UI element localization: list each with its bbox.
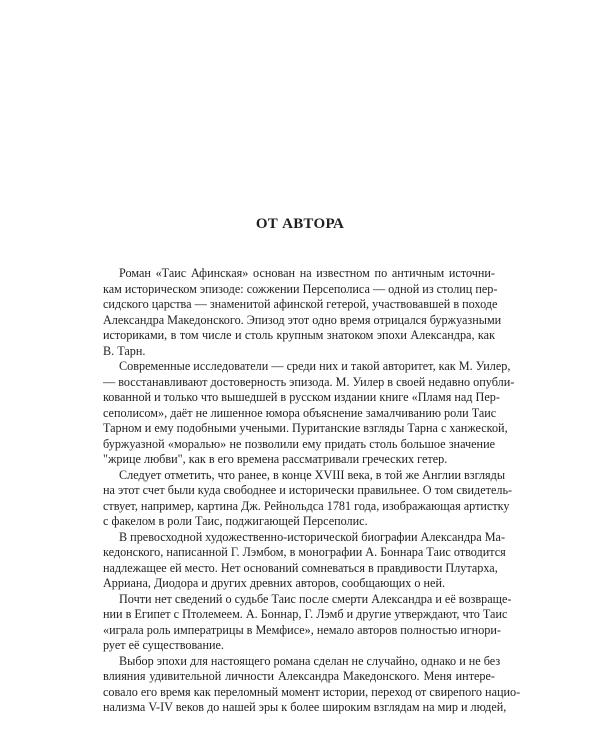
chapter-heading: ОТ АВТОРА	[255, 216, 345, 232]
text-line: сеполисом», даёт не лишенное юмора объяснение замалчиванию роли Таис	[103, 405, 497, 420]
text-line: Арриана, Диодора и других древних авторов, сообщающих о ней.	[103, 576, 446, 590]
text-line: Современные исследователи — среди них и такой авторитет, как М. Уилер,	[119, 359, 511, 373]
text-line: — восстанавливают достоверность эпизода. М. Уилер в своей недавно опубли-	[103, 374, 515, 389]
text-line: Роман «Таис Афинская» основан на известном по античным источни-	[119, 266, 495, 280]
text-line: нализма V-IV веков до нашей эры к более широким взглядам на мир и людей,	[103, 700, 507, 714]
text-line: с факелом в роли Таис, поджигающей Персеполис.	[103, 514, 368, 528]
text-line: Следует отметить, что ранее, в конце XVIII века, в той же Англии взгляды	[119, 467, 506, 482]
paragraph-1	[103, 266, 502, 359]
paragraph-3	[103, 467, 513, 530]
text-line: Тарном и ему подобными учеными. Пуританские взгляды Тарна с ханжеской,	[103, 421, 508, 435]
text-line: ствует, например, картина Дж. Рейнольдса 1781 года, изображающая артистку	[103, 498, 510, 513]
text-line: «играла роль императрицы в Мемфисе», немало авторов полностью игнори-	[103, 622, 501, 637]
text-line: нии в Египет с Птолемеем. А. Боннар, Г. Лэмб и другие утверждают, что Таис	[103, 607, 508, 621]
paragraph-2	[103, 359, 515, 468]
paragraph-5	[103, 591, 512, 654]
text-line: В. Тарн.	[103, 343, 146, 358]
paragraph-4	[103, 529, 506, 592]
text-line: буржуазной «моралью» не позволили ему придать столь большое значение	[103, 436, 495, 451]
text-line: кедонского, написанной Г. Лэмбом, в монографии А. Боннара Таис отводится	[103, 545, 506, 559]
body-text	[103, 266, 521, 716]
text-line: Почти нет сведений о судьбе Таис после смерти Александра и её возвраще-	[119, 591, 512, 606]
text-line: кам историческом эпизоде: сожжении Персеполиса — одной из столиц пер-	[103, 281, 498, 296]
text-line: сидского царства — знаменитой афинской гетерой, участвовавшей в походе	[103, 297, 498, 311]
text-line: влияния удивительной личности Александра Македонского. Меня интере-	[103, 669, 495, 683]
text-line: Александра Македонского. Эпизод этот одно время отрицался буржуазными	[103, 312, 502, 327]
text-line: на этот счет были куда свободнее и исторически правильнее. О том свидетель-	[103, 483, 513, 497]
text-line: совало его время как переломный момент истории, переход от свирепого нацио-	[103, 684, 521, 699]
text-line: В превосходной художественно-исторической биографии Александра Ма-	[119, 529, 506, 544]
text-line: рует её существование.	[103, 638, 224, 652]
text-line: Выбор эпохи для настоящего романа сделан не случайно, однако и не без	[119, 653, 501, 668]
text-line: историками, в том числе и столь крупным знатоком эпохи Александра, как	[103, 328, 495, 342]
text-line: надлежащее ей место. Нет оснований сомневаться в правдивости Плутарха,	[103, 560, 498, 575]
text-line: "жрице любви", как в его времена рассматривали греческих гетер.	[103, 452, 448, 466]
paragraph-6	[103, 653, 521, 716]
text-line: кованной и только что вышедшей в русском издании книге «Пламя над Пер-	[103, 390, 500, 404]
